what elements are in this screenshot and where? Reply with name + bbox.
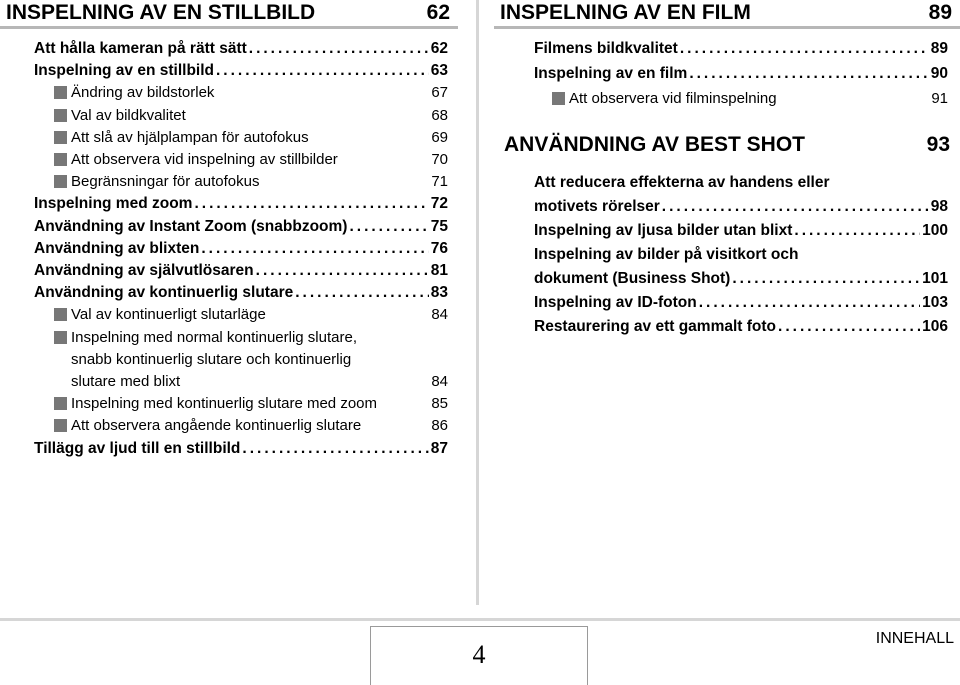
- toc-entry-page: 62: [430, 40, 448, 57]
- toc-subentry[interactable]: [54, 105, 448, 127]
- square-bullet-icon: [54, 153, 67, 166]
- toc-entry-page: 81: [430, 262, 448, 279]
- toc-entry-page: 63: [430, 62, 448, 80]
- toc-entry-title: Inspelning av en film: [534, 65, 688, 82]
- toc-entry[interactable]: [34, 260, 448, 282]
- toc-entry[interactable]: [534, 196, 948, 218]
- toc-subentry-page: 67: [431, 84, 448, 102]
- toc-subentry[interactable]: [54, 415, 448, 437]
- square-bullet-icon: [54, 86, 67, 99]
- leader-dots: [249, 38, 429, 60]
- toc-subentry-title: snabb kontinuerlig slutare och kontinuerlig: [71, 350, 352, 368]
- toc-entry[interactable]: [534, 268, 948, 290]
- toc-entry-page: 83: [430, 284, 448, 302]
- square-bullet-icon: [54, 175, 67, 188]
- toc-entry-title: Filmens bildkvalitet: [534, 40, 678, 57]
- toc-entry-title: Inspelning av ID-foton: [534, 294, 697, 311]
- toc-subentry-title: Inspelning med kontinuerlig slutare med zoom: [71, 395, 377, 413]
- toc-entry-title: Inspelning av en stillbild: [34, 62, 214, 80]
- toc-subentry-page: 84: [431, 373, 448, 390]
- leader-dots: [295, 282, 429, 304]
- leader-dots: [349, 216, 428, 238]
- toc-entry-title-line[interactable]: Inspelning av bilder på visitkort och: [534, 246, 799, 263]
- toc-subentry-page: 91: [931, 90, 948, 107]
- toc-entry-title: Användning av blixten: [34, 239, 200, 257]
- toc-entry-title: Inspelning med zoom: [34, 195, 193, 213]
- toc-entry[interactable]: [34, 238, 448, 260]
- column-divider: [476, 0, 479, 605]
- toc-subentry[interactable]: [54, 171, 448, 193]
- toc-entry-page: 101: [922, 270, 948, 287]
- toc-entry-title: dokument (Business Shot): [534, 270, 731, 287]
- toc-entry-page: 100: [922, 222, 948, 239]
- toc-entry[interactable]: [34, 282, 448, 304]
- footer-divider: [0, 618, 960, 621]
- toc-subentry-title: Begränsningar för autofokus: [71, 173, 260, 191]
- toc-subentry-title: Ändring av bildstorlek: [71, 84, 215, 102]
- section-title: INSPELNING AV EN STILLBILD: [6, 1, 316, 24]
- section-heading[interactable]: [0, 0, 458, 29]
- toc-entry-title: Restaurering av ett gammalt foto: [534, 318, 777, 335]
- section-page: 62: [426, 1, 450, 24]
- toc-subentry-title: Att observera vid inspelning av stillbilder: [71, 151, 338, 168]
- toc-entry[interactable]: [34, 438, 448, 460]
- leader-dots: [242, 438, 428, 460]
- toc-subentry-title: Att observera vid filminspelning: [569, 90, 777, 107]
- toc-entry-title: Användning av kontinuerlig slutare: [34, 284, 294, 302]
- toc-entry-title: Användning av självutlösaren: [34, 262, 254, 279]
- toc-entry[interactable]: [34, 216, 448, 238]
- section-title: INSPELNING AV EN FILM: [500, 1, 751, 24]
- square-bullet-icon: [54, 331, 67, 344]
- toc-subentry[interactable]: [54, 127, 448, 149]
- section-page: 89: [928, 1, 952, 24]
- toc-entry-page: 76: [430, 239, 448, 257]
- toc-subentry[interactable]: [54, 327, 448, 349]
- toc-subentry-page: 85: [431, 395, 448, 413]
- toc-subentry-title: Att observera angående kontinuerlig slutare: [71, 417, 362, 435]
- toc-entry-page: 90: [930, 65, 948, 82]
- toc-entry-page: 89: [930, 40, 948, 57]
- toc-entry-title: Tillägg av ljud till en stillbild: [34, 439, 241, 457]
- toc-subentry-page: 69: [431, 128, 448, 146]
- toc-subentry-title: Val av kontinuerligt slutarläge: [71, 306, 266, 324]
- toc-subentry-title: Val av bildkvalitet: [71, 106, 186, 124]
- toc-entry[interactable]: [534, 38, 948, 60]
- contents-link[interactable]: INNEHALL: [875, 630, 954, 647]
- leader-dots: [662, 196, 929, 218]
- toc-subentry-title: Inspelning med normal kontinuerlig slutare,: [71, 328, 357, 346]
- toc-entry-page: 87: [430, 439, 448, 457]
- page-number: 4: [370, 626, 588, 685]
- leader-dots: [194, 193, 428, 215]
- toc-entry-title: Att hålla kameran på rätt sätt: [34, 40, 247, 57]
- toc-subentry[interactable]: [54, 371, 448, 393]
- toc-entry-page: 106: [922, 318, 948, 335]
- toc-entry[interactable]: [534, 63, 948, 85]
- toc-subentry[interactable]: [54, 82, 448, 104]
- toc-entry-page: 98: [930, 198, 948, 215]
- leader-dots: [699, 292, 920, 314]
- leader-dots: [201, 238, 428, 260]
- toc-entry-title-line[interactable]: Att reducera effekterna av handens eller: [534, 174, 830, 191]
- square-bullet-icon: [54, 308, 67, 321]
- toc-entry[interactable]: [34, 193, 448, 215]
- toc-subentry-page: 70: [431, 151, 448, 168]
- toc-entry-title: Användning av Instant Zoom (snabbzoom): [34, 217, 348, 235]
- toc-subentry-page: 86: [431, 417, 448, 435]
- toc-subentry[interactable]: [54, 393, 448, 415]
- toc-entry[interactable]: [34, 38, 448, 60]
- toc-subentry[interactable]: [54, 349, 448, 371]
- toc-subentry-title: Att slå av hjälplampan för autofokus: [71, 128, 309, 146]
- toc-subentry[interactable]: [54, 149, 448, 171]
- leader-dots: [794, 220, 920, 242]
- toc-entry-title: Inspelning av ljusa bilder utan blixt: [534, 222, 793, 239]
- toc-subentry-page: 71: [431, 173, 448, 191]
- leader-dots: [689, 63, 928, 85]
- toc-entry-page: 72: [430, 195, 448, 213]
- leader-dots: [256, 260, 429, 282]
- section-page: 93: [926, 133, 950, 156]
- toc-entry[interactable]: [534, 292, 948, 314]
- square-bullet-icon: [54, 419, 67, 432]
- leader-dots: [778, 316, 920, 338]
- square-bullet-icon: [552, 92, 565, 105]
- toc-subentry[interactable]: [54, 304, 448, 326]
- toc-subentry-page: 84: [431, 306, 448, 324]
- leader-dots: [680, 38, 929, 60]
- square-bullet-icon: [54, 397, 67, 410]
- leader-dots: [216, 60, 429, 82]
- toc-subentry-title: slutare med blixt: [71, 373, 181, 390]
- toc-subentry[interactable]: [552, 88, 948, 110]
- section-heading[interactable]: [494, 130, 960, 160]
- toc-entry[interactable]: [534, 220, 948, 242]
- toc-entry-page: 103: [922, 294, 948, 311]
- toc-entry-page: 75: [430, 217, 448, 235]
- toc-entry-title: motivets rörelser: [534, 198, 660, 215]
- square-bullet-icon: [54, 131, 67, 144]
- leader-dots: [732, 268, 920, 290]
- section-title: ANVÄNDNING AV BEST SHOT: [504, 133, 806, 156]
- square-bullet-icon: [54, 109, 67, 122]
- section-heading[interactable]: [494, 0, 960, 29]
- toc-entry[interactable]: [34, 60, 448, 82]
- toc-subentry-page: 68: [431, 106, 448, 124]
- toc-entry[interactable]: [534, 316, 948, 338]
